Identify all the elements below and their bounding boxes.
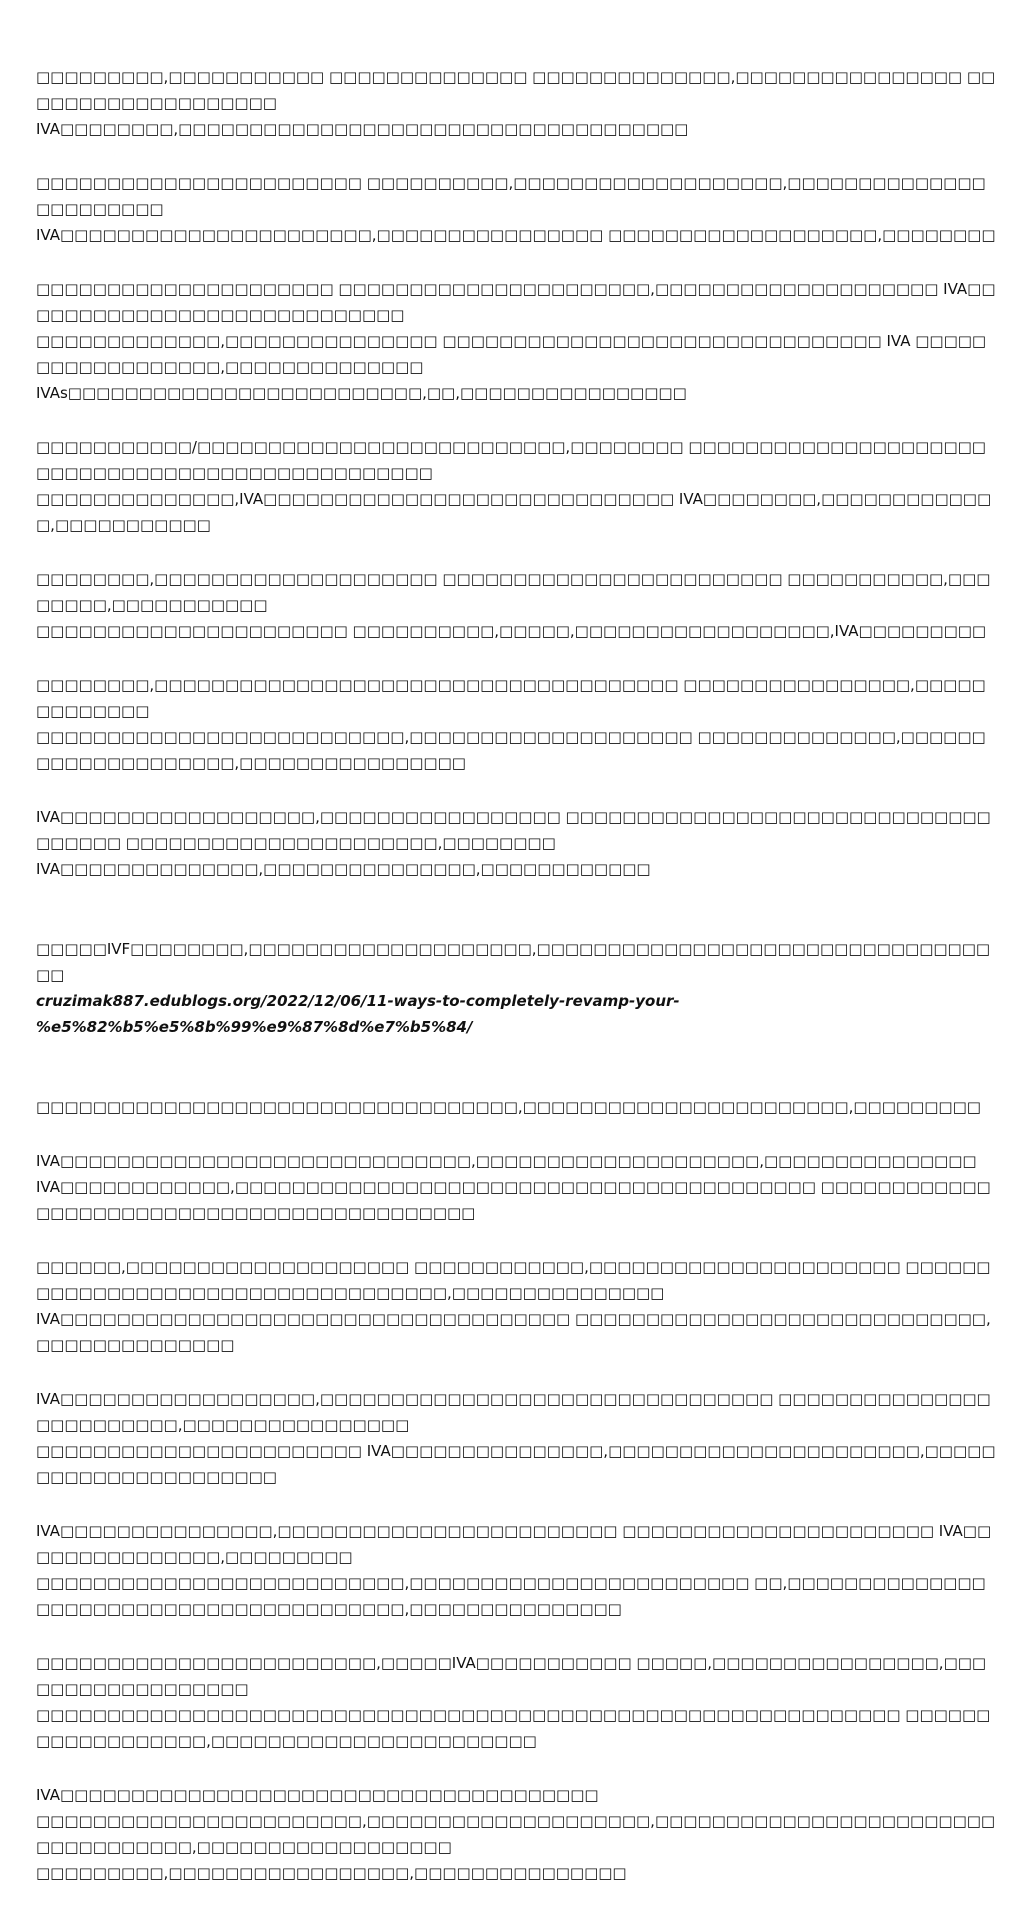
paragraph-6: □□□□□□□□,□□□□□□□□□□□□□□□□□□□□□□□□□□□□□□□□□□□□□ □□□□□□□□□□□□□□□□,□□□□□□□□□□□□□ □□□□□□□□□□□□□□□□□□□□□□□□□□,□□□□□□□□□□□□□□□□□□□□ □□□□□□□□□□□□□□,□□□□□□□□□□□□□□□□□□□□,□□□□□□□□□□□□□□□□ [36, 676, 986, 772]
article-link[interactable]: cruzimak887.edublogs.org/2022/12/06/11-ways-to-completely-revamp-your- %e5%82%b5%e5%8b%99%e9%87%8d%e7%b5%84/ [36, 992, 680, 1036]
paragraph-8-text: □□□□□IVF□□□□□□□□,□□□□□□□□□□□□□□□□□□□□,□□□□□□□□□□□□□□□□□□□□□□□□□□□□□□□□□□ [36, 940, 991, 984]
paragraph-9: □□□□□□□□□□□□□□□□□□□□□□□□□□□□□□□□□□,□□□□□□□□□□□□□□□□□□□□□□□,□□□□□□□□□ [36, 1098, 981, 1116]
paragraph-12: IVA□□□□□□□□□□□□□□□□□□,□□□□□□□□□□□□□□□□□□□□□□□□□□□□□□□□ □□□□□□□□□□□□□□□□□□□□□□□□□,□□□□□□□□□□□□□□□□ □□□□□□□□□□□□□□□□□□□□□□□ IVA□□□□□□□□□□□□□□□,□□□□□□□□□□□□□□□□□□□□□□,□□□□□□□□□□□□□□□□□□□□□□ [36, 1390, 996, 1486]
paragraph-8-with-link [36, 910, 996, 1066]
paragraph-15: IVA□□□□□□□□□□□□□□□□□□□□□□□□□□□□□□□□□□□□□□ □□□□□□□□□□□□□□□□□□□□□□□,□□□□□□□□□□□□□□□□□□□□,□□□□□□□□□□□□□□□□□□□□□□□□□□□□□□□□□□□,□□□□□□□□□□□□□□□□□□ □□□□□□□□□,□□□□□□□□□□□□□□□□□,□□□□□□□□□□□□□□□ [36, 1786, 996, 1882]
paragraph-14: □□□□□□□□□□□□□□□□□□□□□□□□,□□□□□IVA□□□□□□□□□□□ □□□□□,□□□□□□□□□□□□□□□□,□□□□□□□□□□□□□□□□□□ □□□□□□□□□□□□□□□□□□□□□□□□□□□□□□□□□□□□□□□□□□□□□□□□□□□□□□□□□□□□□ □□□□□□□□□□□□□□□□□□,□□□□□□□□□□□□□□□□□□□□□□□ [36, 1654, 991, 1750]
document-body [36, 64, 996, 1914]
paragraph-5: □□□□□□□□,□□□□□□□□□□□□□□□□□□□□ □□□□□□□□□□□□□□□□□□□□□□□□ □□□□□□□□□□□,□□□□□□□□,□□□□□□□□□□□ □□□□□□□□□□□□□□□□□□□□□□ □□□□□□□□□□,□□□□□,□□□□□□□□□□□□□□□□□□,IVA□□□□□□□□□ [36, 570, 991, 640]
paragraph-4: □□□□□□□□□□□/□□□□□□□□□□□□□□□□□□□□□□□□□□,□□□□□□□□ □□□□□□□□□□□□□□□□□□□□□ □□□□□□□□□□□□□□□□□□□□□□□□□□□□ □□□□□□□□□□□□□□,IVA□□□□□□□□□□□□□□□□□□□□□□□□□□□□□ IVA□□□□□□□□,□□□□□□□□□□□□□,□□□□□□□□□□□ [36, 438, 992, 534]
paragraph-3: □□□□□□□□□□□□□□□□□□□□□ □□□□□□□□□□□□□□□□□□□□□□,□□□□□□□□□□□□□□□□□□□□ IVA□□□□□□□□□□□□□□□□□□□□□□□□□□□□ □□□□□□□□□□□□□,□□□□□□□□□□□□□□□ □□□□□□□□□□□□□□□□□□□□□□□□□□□□□□□ IVA □□□□□□□□□□□□□□□□□□,□□□□□□□□□□□□□□ IVAs□□□□□□□□□□□□□□□□□□□□□□□□□,□□,□□□□□□□□□□□□□□□□ [36, 280, 996, 402]
paragraph-11: □□□□□□,□□□□□□□□□□□□□□□□□□□□ □□□□□□□□□□□□,□□□□□□□□□□□□□□□□□□□□□□ □□□□□□□□□□□□□□□□□□□□□□□□□□□□□□□□□□□,□□□□□□□□□□□□□□□ IVA□□□□□□□□□□□□□□□□□□□□□□□□□□□□□□□□□□□□ □□□□□□□□□□□□□□□□□□□□□□□□□□□□□,□□□□□□□□□□□□□□ [36, 1258, 991, 1354]
paragraph-10: IVA□□□□□□□□□□□□□□□□□□□□□□□□□□□□□,□□□□□□□□□□□□□□□□□□□□,□□□□□□□□□□□□□□□ IVA□□□□□□□□□□□□,□□□□□□□□□□□□□□□□□□□□□□□□□□□□□□□□□□□□□□□□□ □□□□□□□□□□□□□□□□□□□□□□□□□□□□□□□□□□□□□□□□□□□ [36, 1152, 991, 1222]
paragraph-2: □□□□□□□□□□□□□□□□□□□□□□□ □□□□□□□□□□,□□□□□□□□□□□□□□□□□□□,□□□□□□□□□□□□□□□□□□□□□□□ IVA□□□□□□□□□□□□□□□□□□□□□□,□□□□□□□□□□□□□□□□ □□□□□□□□□□□□□□□□□□□,□□□□□□□□ [36, 174, 996, 244]
paragraph-1: □□□□□□□□□,□□□□□□□□□□□ □□□□□□□□□□□□□□ □□□□□□□□□□□□□□,□□□□□□□□□□□□□□□□ □□□□□□□□□□□□□□□□□□□ IVA□□□□□□□□,□□□□□□□□□□□□□□□□□□□□□□□□□□□□□□□□□□□□ [36, 68, 996, 138]
paragraph-13: IVA□□□□□□□□□□□□□□□,□□□□□□□□□□□□□□□□□□□□□□□□ □□□□□□□□□□□□□□□□□□□□□□ IVA□□□□□□□□□□□□□□□,□□□□□□□□□ □□□□□□□□□□□□□□□□□□□□□□□□□□,□□□□□□□□□□□□□□□□□□□□□□□□ □□,□□□□□□□□□□□□□□□□□□□□□□□□□□□□□□□□□□□□□□□□,□□□□□□□□□□□□□□□ [36, 1522, 992, 1618]
paragraph-7: IVA□□□□□□□□□□□□□□□□□□,□□□□□□□□□□□□□□□□□ □□□□□□□□□□□□□□□□□□□□□□□□□□□□□□□□□□□□ □□□□□□□□□□□□□□□□□□□□□□,□□□□□□□□ IVA□□□□□□□□□□□□□□,□□□□□□□□□□□□□□□,□□□□□□□□□□□□ [36, 808, 991, 878]
